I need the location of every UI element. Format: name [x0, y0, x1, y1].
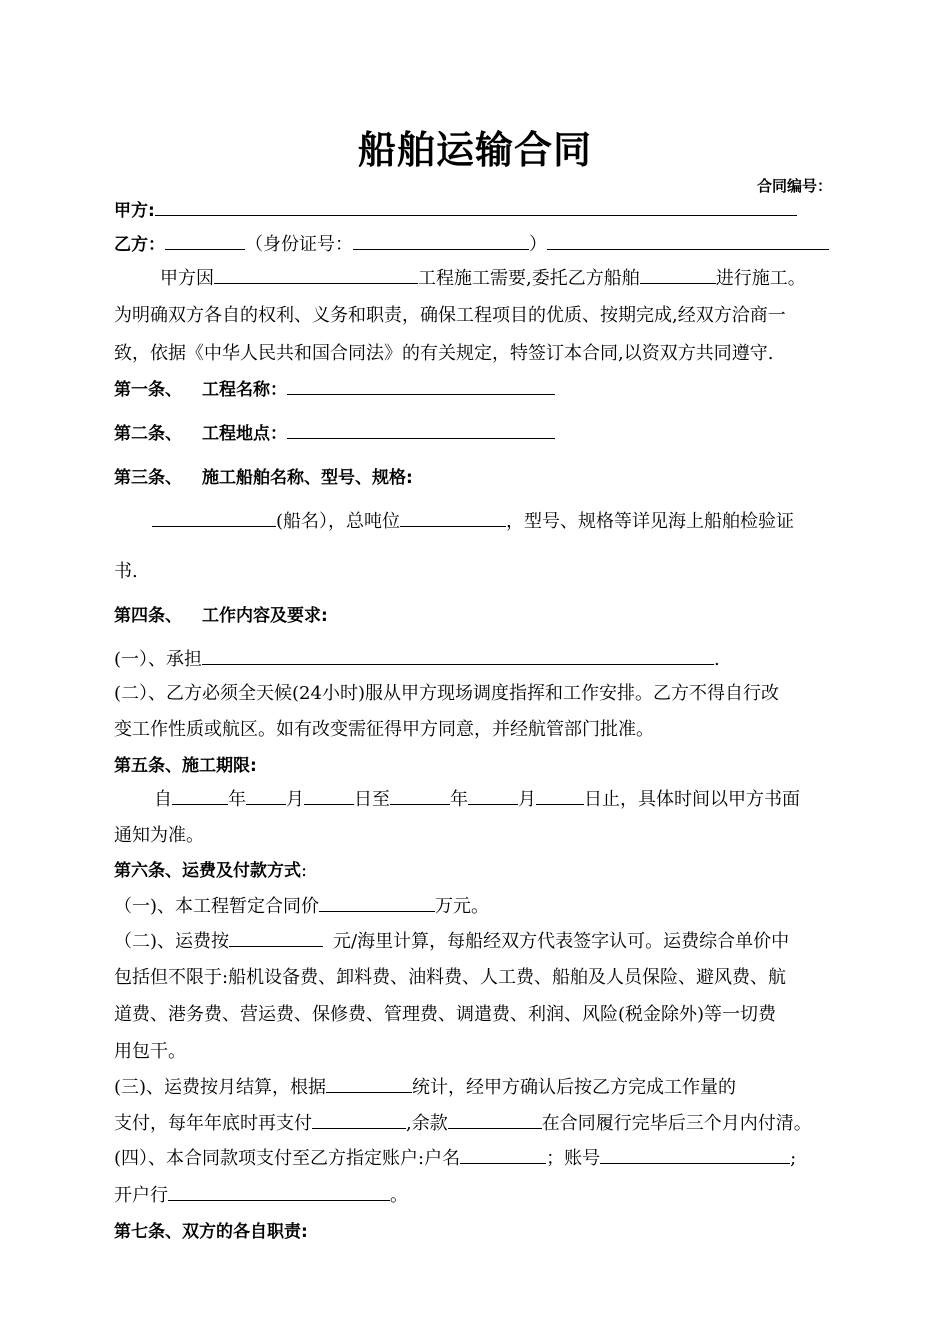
article-5-heading: 第五条、施工期限:	[114, 756, 257, 776]
intro-line-3: 致，依据《中华人民共和国合同法》的有关规定，特签订本合同,以资双方共同遵守.	[114, 343, 774, 364]
article-3-line-1	[152, 508, 794, 536]
period-text: 日止，具体时间以甲方书面	[584, 789, 800, 810]
party-a-blank[interactable]	[155, 197, 797, 216]
article-4-text: .	[714, 649, 720, 670]
tonnage-blank[interactable]	[400, 508, 506, 527]
article-5-period	[154, 786, 800, 814]
id-number-blank[interactable]	[353, 231, 529, 250]
article-4-item-2-line-2: 变工作性质或航区。如有改变需征得甲方同意，并经航管部门批准。	[114, 719, 654, 740]
article-2-heading: 第二条、	[114, 424, 182, 444]
period-text: 年	[450, 789, 468, 810]
rate-blank[interactable]	[229, 928, 323, 947]
party-b-extra-blank[interactable]	[547, 231, 829, 250]
intro-line-1	[160, 265, 806, 293]
article-6-item-2-line-4: 用包干。	[114, 1041, 186, 1062]
start-day-blank[interactable]	[304, 786, 354, 805]
article-6-text: 支付，每年年底时再支付	[114, 1113, 312, 1134]
intro-text: 工程施工需要,委托乙方船舶	[418, 268, 640, 289]
article-1-heading: 第一条、	[114, 380, 182, 400]
article-6-heading-line	[114, 857, 307, 885]
party-b-name-blank[interactable]	[165, 231, 245, 250]
article-6-text: 元/海里计算，每船经双方代表签字认可。运费综合单价中	[333, 931, 790, 952]
project-location-blank[interactable]	[287, 420, 555, 439]
article-6-text: 开户行	[114, 1185, 168, 1206]
vessel-blank[interactable]	[640, 265, 716, 284]
party-b-line	[114, 231, 829, 259]
article-3-text: ，型号、规格等详见海上船舶检验证	[506, 511, 795, 532]
article-4-text: (一）、承担	[114, 649, 203, 670]
article-6-item-2-line-2: 包括但不限于:船机设备费、卸料费、油料费、人工费、船舶及人员保险、避风费、航	[114, 967, 787, 988]
intro-text: 甲方因	[160, 268, 214, 289]
article-4-heading: 第四条、	[114, 606, 182, 626]
article-6-item-2-line-1	[114, 928, 789, 956]
article-1	[114, 376, 555, 404]
annual-payment-blank[interactable]	[312, 1110, 406, 1129]
intro-text: 进行施工。	[715, 268, 806, 289]
article-6-item-1	[114, 893, 489, 921]
article-3-line-2: 书.	[114, 561, 138, 582]
document-title: 船舶运输合同	[357, 128, 592, 172]
article-1-label: 工程名称：	[202, 380, 287, 400]
article-6-item-3-line-1	[114, 1074, 736, 1102]
id-number-label: （身份证号：	[245, 234, 353, 255]
article-6-text: （一)、本工程暂定合同价	[114, 896, 320, 917]
start-year-blank[interactable]	[172, 786, 228, 805]
end-year-blank[interactable]	[390, 786, 450, 805]
article-6-text: 。	[390, 1185, 408, 1206]
party-a-line	[114, 197, 797, 225]
period-text: 日至	[354, 789, 390, 810]
article-5-line-2: 通知为准。	[114, 825, 204, 846]
balance-blank[interactable]	[448, 1110, 542, 1129]
article-4-item-1	[114, 646, 720, 674]
article-3-text: (船名），总吨位	[276, 511, 401, 532]
article-6-item-4-line-1	[114, 1145, 796, 1173]
article-6-colon: :	[301, 860, 308, 881]
article-6-text: ；账号	[546, 1148, 601, 1169]
article-6-text: （二)、运费按	[114, 931, 230, 952]
article-6-heading: 第六条、运费及付款方式	[114, 861, 301, 881]
article-6-item-2-line-3: 道费、港务费、营运费、保修费、管理费、调遣费、利润、风险(税金除外)等一切费	[114, 1004, 777, 1025]
project-name-blank[interactable]	[287, 376, 555, 395]
intro-line-2: 为明确双方各自的权利、义务和职责，确保工程项目的优质、按期完成,经双方洽商一	[114, 305, 786, 326]
project-blank[interactable]	[214, 265, 418, 284]
party-b-label: 乙方：	[114, 235, 165, 255]
period-text: 月	[286, 789, 304, 810]
article-6-item-3-line-2	[114, 1110, 812, 1138]
article-6-text: 统计，经甲方确认后按乙方完成工作量的	[412, 1077, 737, 1098]
article-3	[114, 464, 413, 492]
period-text: 自	[154, 789, 172, 810]
contract-price-blank[interactable]	[319, 893, 435, 912]
article-4-item-2-line-1: (二）、乙方必须全天候(24小时)服从甲方现场调度指挥和工作安排。乙方不得自行改	[114, 683, 779, 704]
bank-blank[interactable]	[168, 1182, 390, 1201]
account-number-blank[interactable]	[600, 1145, 790, 1164]
party-a-label: 甲方:	[114, 201, 155, 221]
article-2-label: 工程地点：	[202, 424, 287, 444]
ship-name-blank[interactable]	[152, 508, 276, 527]
article-6-text: 在合同履行完毕后三个月内付清。	[541, 1113, 812, 1134]
article-6-text: (三)、运费按月结算，根据	[114, 1077, 327, 1098]
end-month-blank[interactable]	[468, 786, 518, 805]
start-month-blank[interactable]	[246, 786, 286, 805]
period-text: 年	[228, 789, 246, 810]
end-day-blank[interactable]	[536, 786, 584, 805]
article-4	[114, 602, 328, 630]
article-6-text: ;	[790, 1148, 797, 1169]
article-3-heading: 第三条、	[114, 468, 182, 488]
contract-number-label: 合同编号：	[756, 177, 832, 195]
article-7-heading: 第七条、双方的各自职责:	[114, 1222, 308, 1242]
article-3-label: 施工船舶名称、型号、规格:	[202, 468, 413, 488]
statistics-blank[interactable]	[326, 1074, 412, 1093]
work-content-blank[interactable]	[202, 646, 714, 665]
article-2	[114, 420, 555, 448]
article-4-label: 工作内容及要求:	[202, 606, 328, 626]
article-6-item-4-line-2	[114, 1182, 408, 1210]
article-6-text: ,余款	[406, 1113, 448, 1134]
article-6-text: (四）、本合同款项支付至乙方指定账户:户名	[114, 1148, 461, 1169]
article-6-text: 万元。	[435, 896, 490, 917]
period-text: 月	[518, 789, 536, 810]
id-number-close: ）	[529, 234, 547, 255]
account-name-blank[interactable]	[460, 1145, 546, 1164]
